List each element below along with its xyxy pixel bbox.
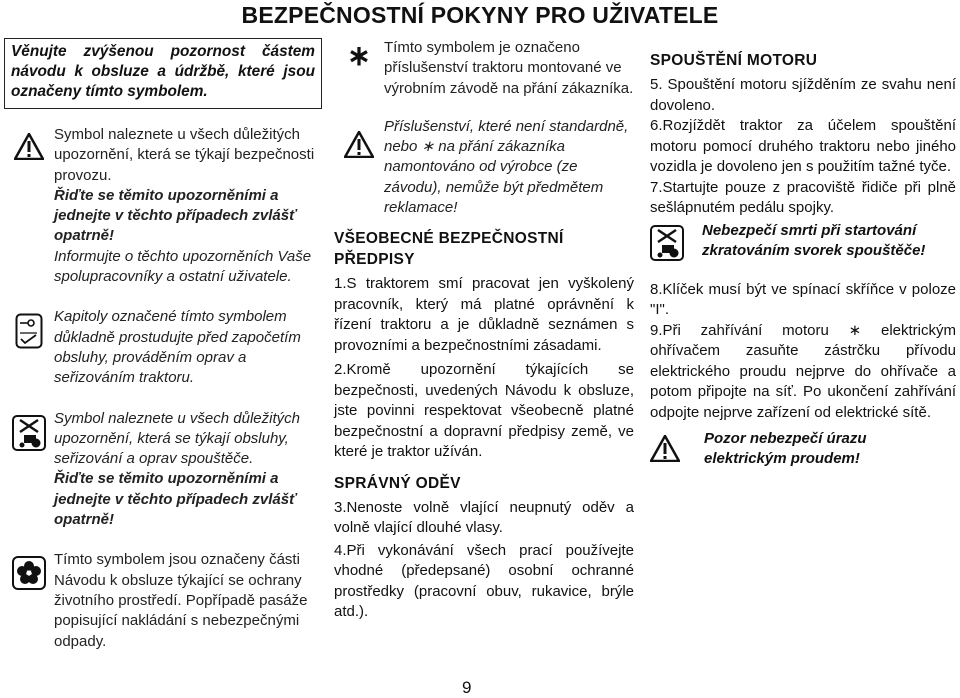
start-item-6: 6.Rozjíždět traktor za účelem spouštění motoru pomocí druhého traktoru nebo jiného vozidla je dovoleno jen s použitím tažné tyče. <box>650 117 956 175</box>
warning-symbol-text: Symbol naleznete u všech důležitých upozornění, která se týkají bezpečnosti provozu. <box>54 126 315 184</box>
clothing-item-4: 4.Při vykonávání všech prací používejte vhodné (předepsané) osobní ochranné prostředky (pracovní obuv, rukavice, brýle atd.). <box>334 541 634 621</box>
start-item-5: 5. Spouštění motoru sjížděním ze svahu není dovoleno. <box>650 76 956 114</box>
clothing-item-3: 3.Nenoste volně vlající neupnutý oděv a volně vlající dlouhé vlasy. <box>334 498 634 537</box>
service-symbol-section <box>4 409 322 531</box>
warning-symbol-emphasis: Řiďte se těmito upozorněními a jednejte v těchto případech zvlášť opatrně! <box>54 186 297 245</box>
middle-column <box>334 38 634 623</box>
asterisk-section <box>334 38 634 99</box>
warning-triangle-icon <box>334 117 384 218</box>
page-number: 9 <box>462 678 472 697</box>
tools-tractor-icon <box>650 221 702 266</box>
electric-warning-text: Pozor nebezpečí úrazu elektrickým proudem! <box>704 430 867 467</box>
left-column <box>4 38 322 666</box>
asterisk-text: Tímto symbolem je označeno příslušenství traktoru montované ve výrobním závodě na přání zákazníka. <box>384 39 634 97</box>
page-title: BEZPEČNOSTNÍ POKYNY PRO UŽIVATELE <box>241 2 719 28</box>
start-item-7: 7.Startujte pouze z pracoviště řidiče při plně sešlápnutém pedálu spojky. <box>650 178 956 216</box>
eco-symbol-section <box>4 550 322 651</box>
engine-start-heading: SPOUŠTĚNÍ MOTORU <box>650 52 818 69</box>
right-column <box>650 38 956 469</box>
service-symbol-emphasis: Řiďte se těmito upozorněními a jednejte v těchto případech zvlášť opatrně! <box>54 470 297 529</box>
flower-eco-icon <box>4 550 54 651</box>
tools-tractor-icon <box>4 409 54 531</box>
attention-notice-box: Věnujte zvýšenou pozornost částem návodu k obsluze a údržbě, které jsou označeny tímto symbolem. <box>4 38 322 109</box>
general-item-1: 1.S traktorem smí pracovat jen vyškolený pracovník, který má platné oprávnění k řízení traktoru a je důkladně seznámen s provozními a bezpečnostními zásadami. <box>334 275 634 354</box>
general-safety-heading: VŠEOBECNÉ BEZPEČNOSTNÍ PŘEDPISY <box>334 230 564 269</box>
short-circuit-warning-text: Nebezpečí smrti při startování zkratováním svorek spouštěče! <box>702 221 926 259</box>
warning-triangle-icon <box>650 429 704 467</box>
start-item-9: 9.Při zahřívání motoru ∗ elektrickým ohřívačem zasuňte zástrčku přívodu elektrického proudu nejprve do ohřívače a potom připojte na síť. Po ukončení zahřívání odpojte nejprve zařízení od elektrické sítě. <box>650 321 956 421</box>
accessory-warning-section <box>334 117 634 218</box>
manual-symbol-section <box>4 307 322 388</box>
warning-symbol-info: Informujte o těchto upozorněních Vaše spolupracovníky a ostatní uživatele. <box>54 247 312 286</box>
warning-triangle-icon <box>4 125 54 287</box>
manual-symbol-text: Kapitoly označené tímto symbolem důkladně prostudujte před započetím obsluhy, prováděním oprav a seřizováním traktoru. <box>54 308 301 387</box>
service-symbol-text: Symbol naleznete u všech důležitých upozornění, která se týkají obsluhy, seřizování a oprav spouštěče. <box>54 409 300 468</box>
eco-symbol-text: Tímto symbolem jsou označeny části Návodu k obsluze týkající se ochrany životního prostředí. Popřípadě pasáže popisující nakládání s nebezpečnými odpady. <box>54 551 308 650</box>
accessory-warning-text: Příslušenství, které není standardně, nebo ∗ na přání zákazníka namontováno od výrobce (ze závodu), nemůže být předmětem reklamace! <box>384 117 629 217</box>
general-item-2: 2.Kromě upozornění týkajících se bezpečnosti, uvedených Návodu k obsluze, jste povinni respektovat všeobecně platné bezpečnostní a dopravní předpisy země, ve které je traktor užíván. <box>334 361 634 461</box>
short-circuit-warning <box>650 221 956 266</box>
warning-symbol-section <box>4 125 322 287</box>
manual-check-icon <box>4 307 54 388</box>
clothing-heading: SPRÁVNÝ ODĚV <box>334 474 461 492</box>
electric-warning <box>650 429 956 469</box>
start-item-8: 8.Klíček musí být ve spínací skříňce v poloze "I". <box>650 280 956 318</box>
asterisk-icon: ∗ <box>347 40 371 71</box>
